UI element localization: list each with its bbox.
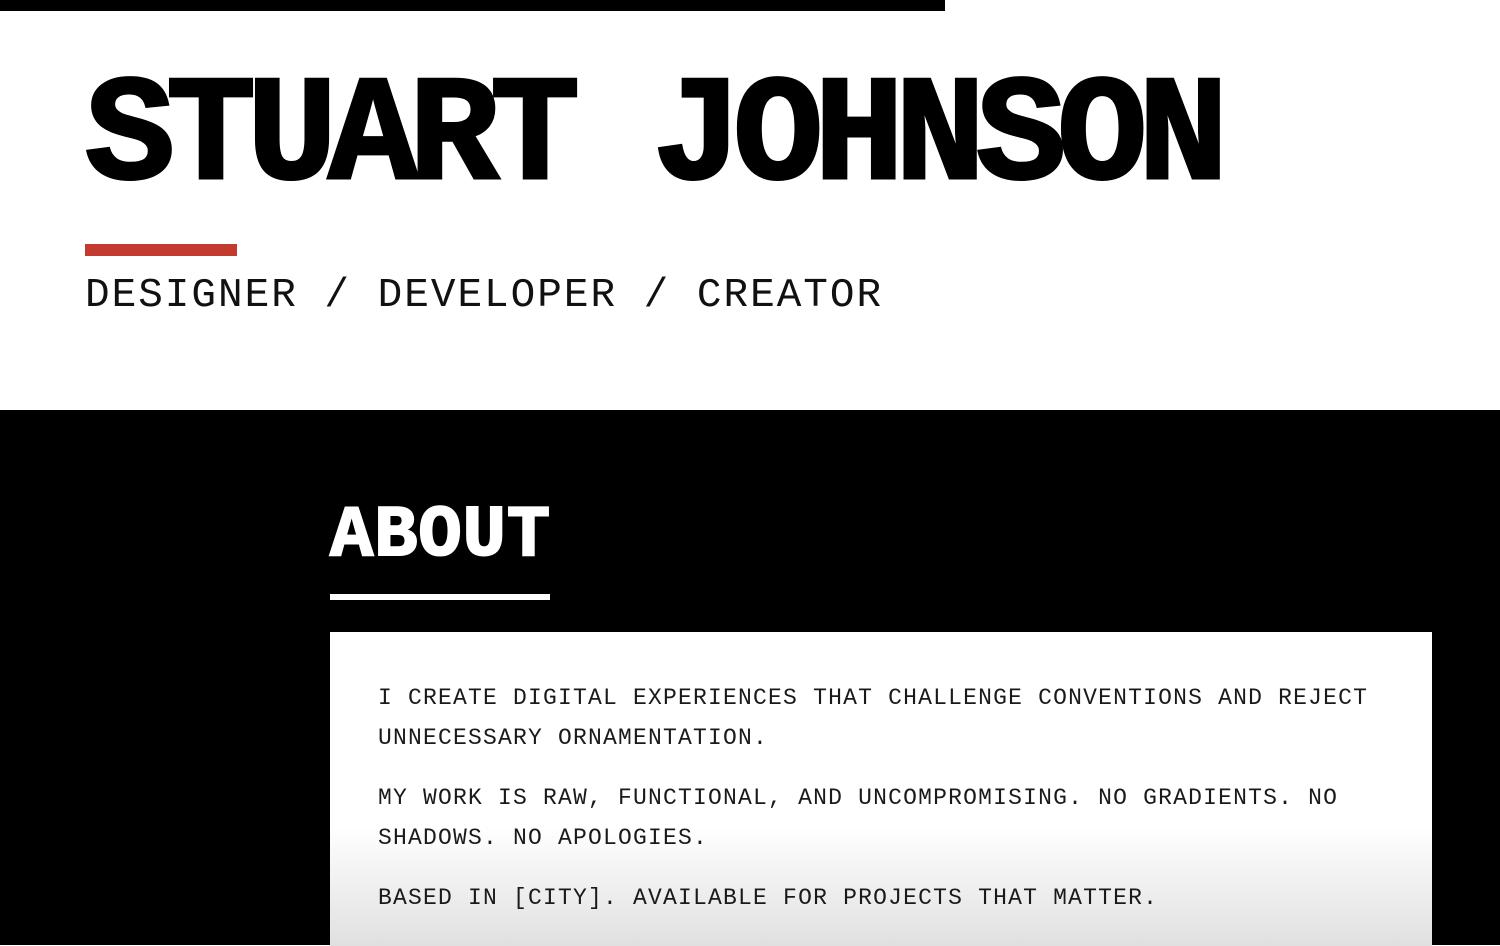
page-title: STUART JOHNSON — [85, 54, 1220, 224]
tagline: DESIGNER / DEVELOPER / CREATOR — [85, 273, 884, 319]
accent-bar — [85, 244, 237, 256]
about-card — [330, 632, 1432, 946]
about-heading: ABOUT — [330, 495, 552, 577]
about-section — [0, 410, 1500, 945]
scroll-progress-bar — [0, 0, 945, 11]
heading-underline — [330, 594, 550, 600]
about-paragraph: I CREATE DIGITAL EXPERIENCES THAT CHALLENGE CONVENTIONS AND REJECT UNNECESSARY ORNAMENTATION. — [378, 685, 1369, 751]
about-paragraph: BASED IN [CITY]. AVAILABLE FOR PROJECTS THAT MATTER. — [378, 885, 1159, 911]
about-paragraph: MY WORK IS RAW, FUNCTIONAL, AND UNCOMPROMISING. NO GRADIENTS. NO SHADOWS. NO APOLOGIES. — [378, 785, 1339, 851]
hero-section — [0, 0, 1500, 410]
